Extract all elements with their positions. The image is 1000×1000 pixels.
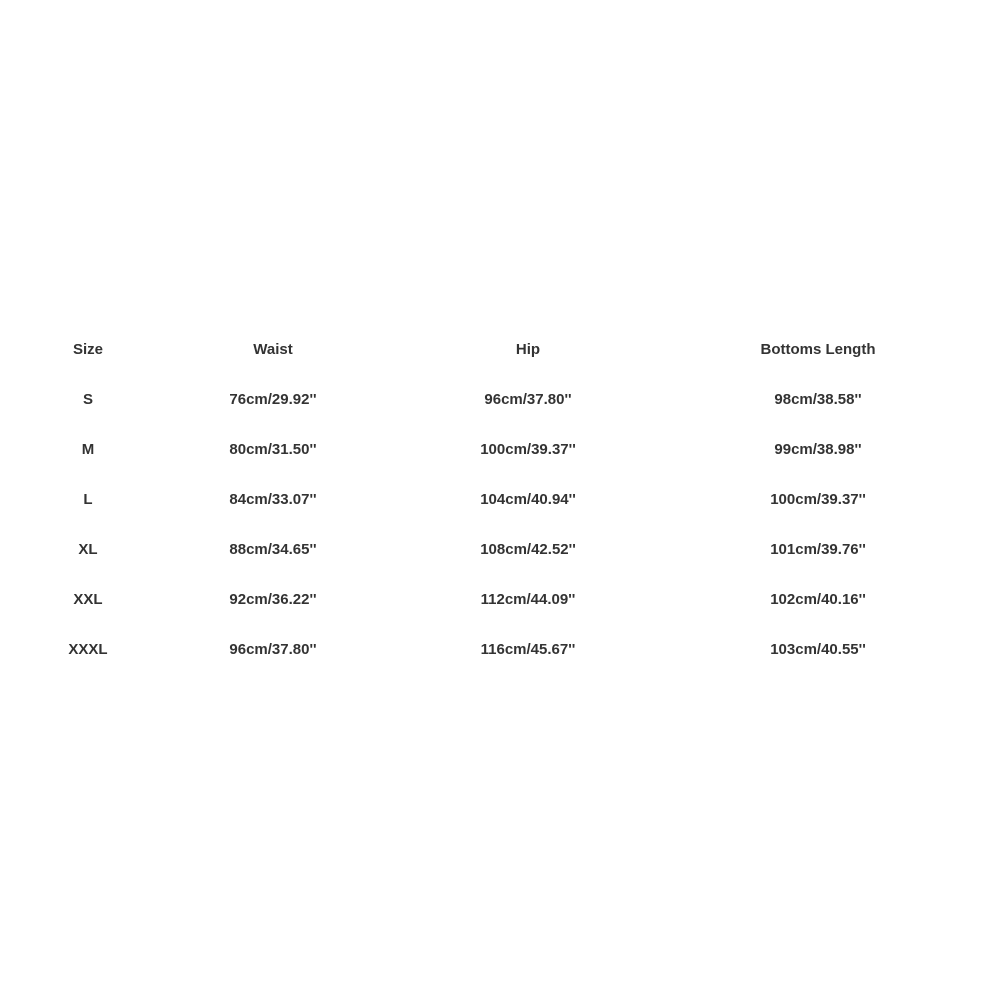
size-cell: XXXL <box>68 641 108 658</box>
bottoms-length-cell: 101cm/39.76'' <box>770 541 866 558</box>
size-cell: S <box>82 391 93 408</box>
bottoms-length-cell: 103cm/40.55'' <box>770 641 866 658</box>
size-cell: M <box>81 441 95 458</box>
hip-cell: 100cm/39.37'' <box>480 441 576 458</box>
waist-cell: 80cm/31.50'' <box>229 441 317 458</box>
header-bottoms-length: Bottoms Length <box>760 341 876 358</box>
bottoms-length-cell: 98cm/38.58'' <box>774 391 862 408</box>
header-hip: Hip <box>515 341 541 358</box>
table-row <box>0 475 1000 525</box>
waist-cell: 84cm/33.07'' <box>229 491 317 508</box>
hip-cell: 108cm/42.52'' <box>480 541 576 558</box>
bottoms-length-cell: 102cm/40.16'' <box>770 591 866 608</box>
bottoms-length-cell: 100cm/39.37'' <box>770 491 866 508</box>
waist-cell: 76cm/29.92'' <box>229 391 317 408</box>
header-size: Size <box>72 341 103 358</box>
header-waist: Waist <box>253 341 293 358</box>
hip-cell: 116cm/45.67'' <box>480 641 576 658</box>
waist-cell: 92cm/36.22'' <box>229 591 317 608</box>
size-cell: XXL <box>73 591 103 608</box>
size-cell: XL <box>78 541 98 558</box>
hip-cell: 104cm/40.94'' <box>480 491 576 508</box>
bottoms-length-cell: 99cm/38.98'' <box>774 441 862 458</box>
table-row <box>0 575 1000 625</box>
size-chart-table <box>0 325 1000 675</box>
hip-cell: 112cm/44.09'' <box>480 591 576 608</box>
size-cell: L <box>83 491 93 508</box>
table-row <box>0 375 1000 425</box>
waist-cell: 96cm/37.80'' <box>229 641 317 658</box>
table-row <box>0 625 1000 675</box>
table-row <box>0 525 1000 575</box>
waist-cell: 88cm/34.65'' <box>229 541 317 558</box>
hip-cell: 96cm/37.80'' <box>484 391 572 408</box>
table-row <box>0 425 1000 475</box>
table-header-row <box>0 325 1000 375</box>
